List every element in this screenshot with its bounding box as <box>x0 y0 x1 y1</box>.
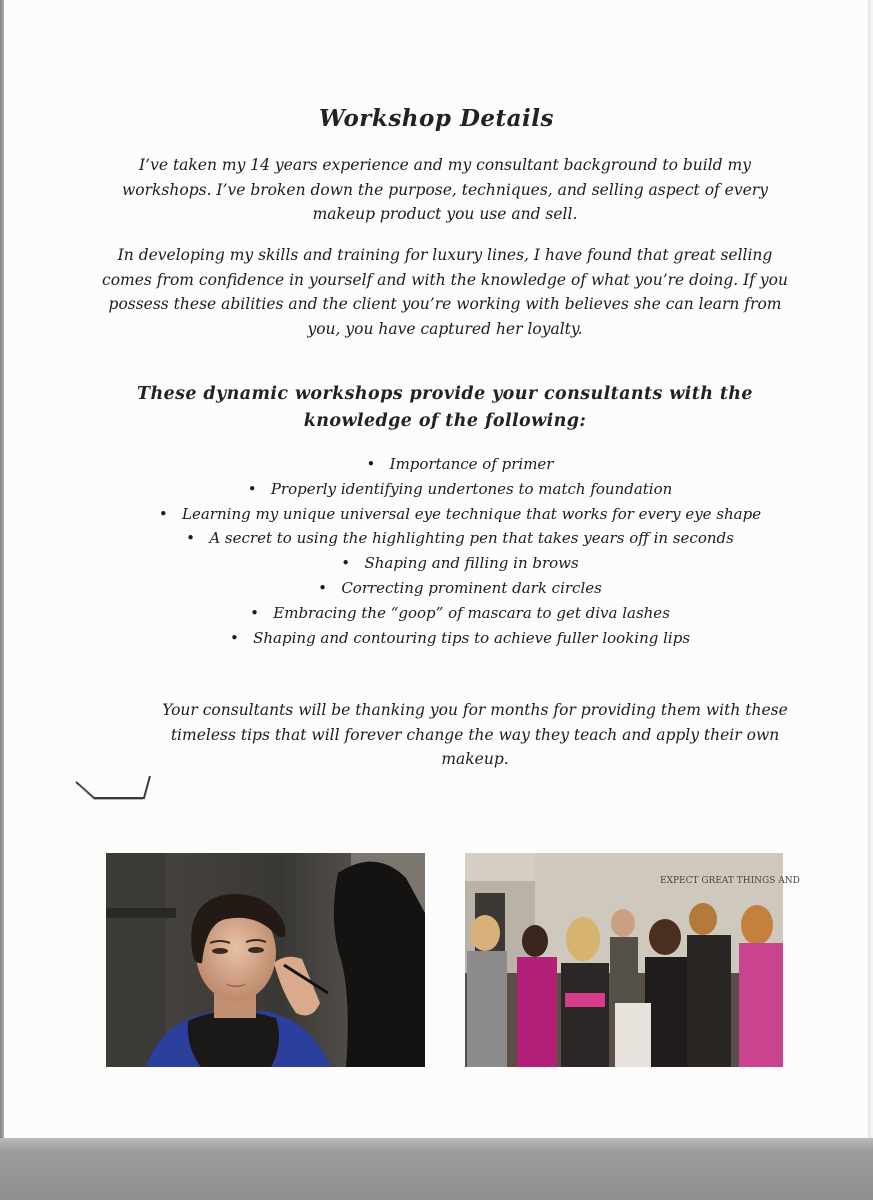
closing-paragraph: Your consultants will be thanking you for months for providing them with these timeless tips that will forever change the way they teach and apply their own makeup. <box>162 701 788 768</box>
intro-paragraph: I’ve taken my 14 years experience and my consultant background to build my workshops. I’ve broken down the purpose, techniques, and selling aspect of every makeup product you use and sell. <box>122 156 768 223</box>
list-item: • Shaping and filling in brows <box>130 551 790 576</box>
list-item: • Learning my unique universal eye technique that works for every eye shape <box>130 502 790 527</box>
makeup-application-photo <box>106 853 425 1067</box>
list-item: • Shaping and contouring tips to achieve fuller looking lips <box>130 626 790 651</box>
page-title: Workshop Details <box>319 105 554 132</box>
staple-mark <box>72 772 154 802</box>
wall-quote: EXPECT GREAT THINGS AND <box>660 876 800 886</box>
scanner-bed <box>0 1138 873 1200</box>
workshop-subheading: These dynamic workshops provide your consultants with the knowledge of the following: <box>137 384 753 431</box>
list-item: • Correcting prominent dark circles <box>130 576 790 601</box>
list-item: • Importance of primer <box>130 452 790 477</box>
workshop-topics-list <box>130 452 790 650</box>
list-item: • A secret to using the highlighting pen that takes years off in seconds <box>130 526 790 551</box>
list-item: • Properly identifying undertones to match foundation <box>130 477 790 502</box>
list-item: • Embracing the “goop” of mascara to get diva lashes <box>130 601 790 626</box>
skills-paragraph: In developing my skills and training for luxury lines, I have found that great selling comes from confidence in yourself and with the knowledge of what you’re doing. If you possess these abilities and the client you’re working with believes she can learn from you, you have captured her loyalty. <box>102 246 788 338</box>
workshop-group-photo <box>465 853 800 1067</box>
